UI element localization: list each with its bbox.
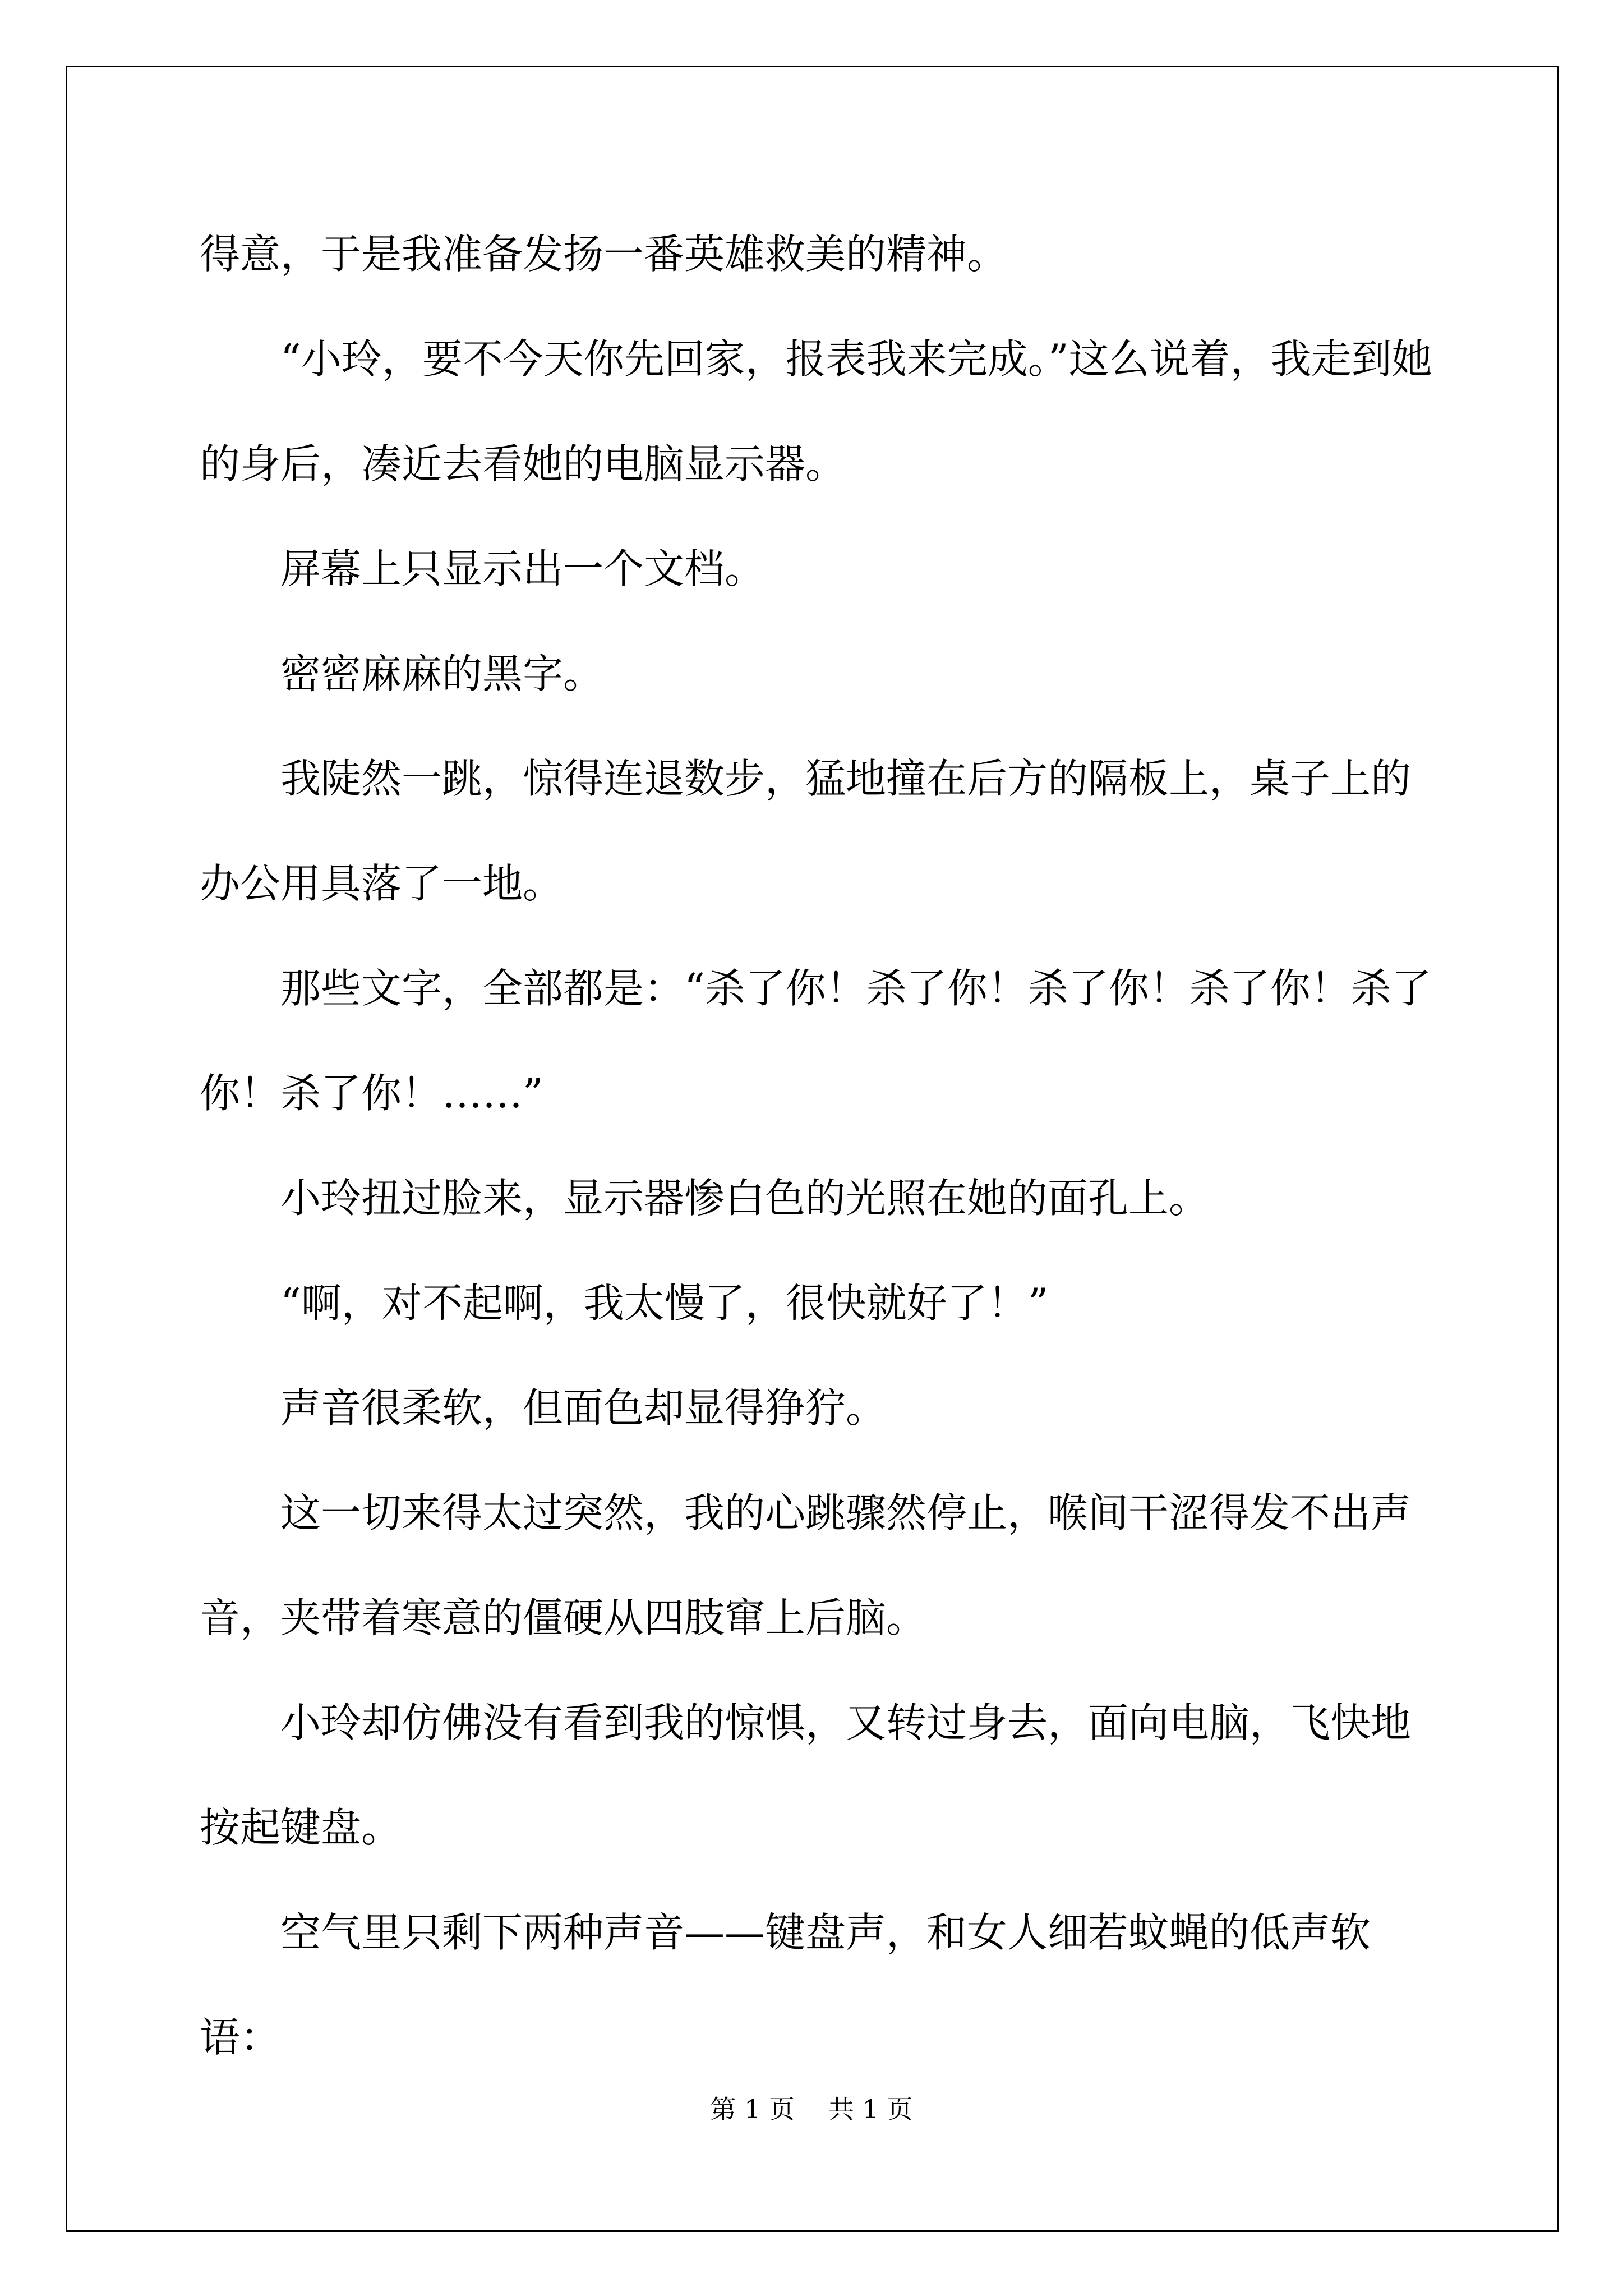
paragraph: 得意，于是我准备发扬一番英雄救美的精神。 bbox=[200, 231, 1008, 278]
paragraph: 我陡然一跳，惊得连退数步，猛地撞在后方的隔板上，桌子上的办公用具落了一地。 bbox=[200, 755, 1412, 907]
document-body bbox=[200, 202, 1433, 2090]
page-number: 第 1 页 bbox=[710, 2094, 795, 2124]
paragraph: “啊，对不起啊，我太慢了，很快就好了！” bbox=[280, 1280, 1049, 1327]
paragraph: 声音很柔软，但面色却显得狰狞。 bbox=[280, 1384, 887, 1432]
page-total: 共 1 页 bbox=[828, 2094, 913, 2124]
paragraph: “小玲，要不今天你先回家，报表我来完成。”这么说着，我走到她的身后，凑近去看她的电脑显示器。 bbox=[200, 335, 1432, 487]
paragraph: 这一切来得太过突然，我的心跳骤然停止，喉间干涩得发不出声音，夹带着寒意的僵硬从四肢窜上后脑。 bbox=[200, 1489, 1412, 1641]
paragraph: 小玲扭过脸来，显示器惨白色的光照在她的面孔上。 bbox=[280, 1175, 1210, 1222]
paragraph: 密密麻麻的黑字。 bbox=[280, 650, 604, 697]
paragraph: 小玲却仿佛没有看到我的惊惧，又转过身去，面向电脑，飞快地按起键盘。 bbox=[200, 1699, 1412, 1851]
paragraph: 空气里只剩下两种声音——键盘声，和女人细若蚊蝇的低声软语： bbox=[200, 1909, 1371, 2061]
page-footer bbox=[0, 2089, 1623, 2126]
paragraph: 屏幕上只显示出一个文档。 bbox=[280, 545, 766, 592]
paragraph: 那些文字，全部都是：“杀了你！杀了你！杀了你！杀了你！杀了你！杀了你！……” bbox=[200, 965, 1432, 1117]
